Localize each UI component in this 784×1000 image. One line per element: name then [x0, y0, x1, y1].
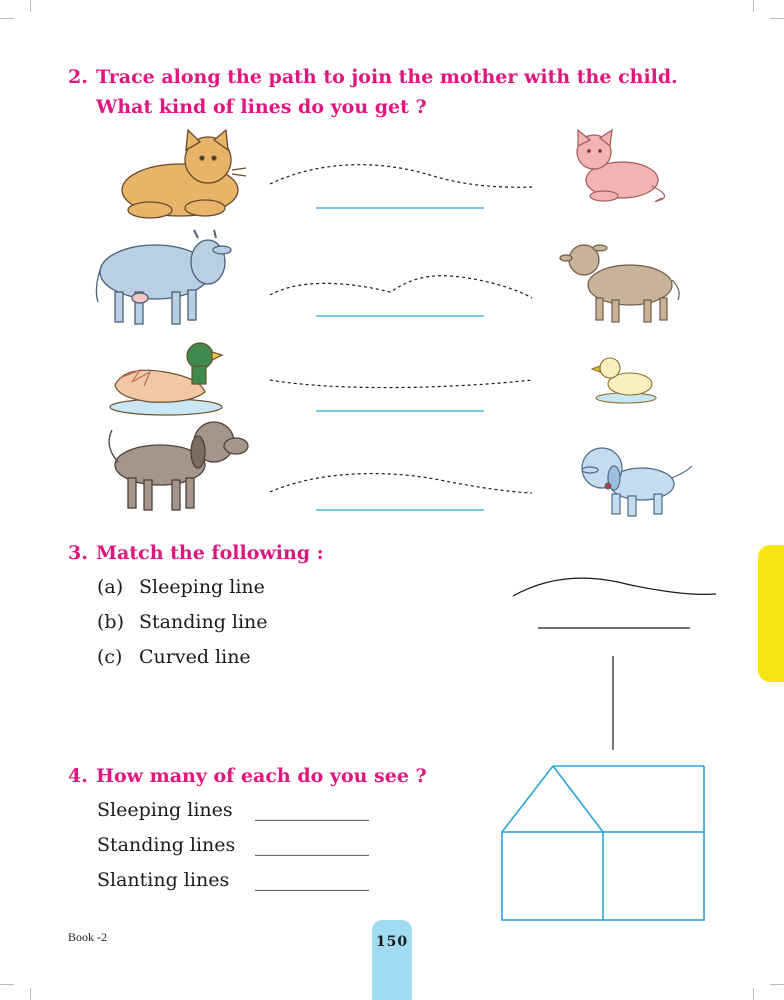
page-number: 150	[375, 934, 409, 950]
q3-title: Match the following :	[96, 542, 324, 564]
page-number-box	[372, 920, 412, 1000]
cow-icon	[96, 230, 231, 324]
trace-path[interactable]	[270, 165, 532, 188]
q3-heading	[68, 538, 468, 568]
q2-text: Trace along the path to join the mother with the child. What kind of lines do you get ?	[96, 66, 678, 118]
row-text: Slanting lines	[97, 869, 230, 891]
dog-icon	[109, 422, 248, 510]
q4-row	[97, 833, 369, 857]
cat-icon	[122, 130, 246, 218]
q3-item	[97, 575, 265, 599]
duckling-icon	[592, 358, 656, 403]
item-text: Sleeping line	[139, 576, 265, 598]
row-text: Sleeping lines	[97, 799, 233, 821]
trace-path[interactable]	[270, 276, 532, 298]
item-label: (b)	[97, 611, 124, 633]
curved-line-sample[interactable]	[513, 578, 716, 596]
q4-heading	[68, 761, 468, 791]
q3-number: 3.	[68, 542, 88, 564]
answer-blank[interactable]: ____________	[255, 834, 369, 856]
q4-number: 4.	[68, 765, 88, 787]
trace-path[interactable]	[270, 474, 532, 493]
book-label: Book -2	[68, 930, 107, 944]
item-text: Curved line	[139, 646, 251, 668]
q4-title: How many of each do you see ?	[96, 765, 427, 787]
item-text: Standing line	[139, 611, 268, 633]
item-label: (a)	[97, 576, 124, 598]
row-text: Standing lines	[97, 834, 236, 856]
q2-number: 2.	[68, 66, 88, 88]
duck-icon	[110, 343, 222, 415]
item-label: (c)	[97, 646, 123, 668]
house-figure	[502, 766, 704, 920]
answer-blank[interactable]: ____________	[255, 869, 369, 891]
q3-item	[97, 610, 268, 634]
puppy-icon	[582, 448, 692, 516]
chapter-tab	[758, 545, 784, 682]
q3-item	[97, 645, 251, 669]
answer-blank[interactable]: ____________	[255, 799, 369, 821]
calf-icon	[560, 245, 679, 322]
q4-row	[97, 798, 369, 822]
q4-row	[97, 868, 369, 892]
trace-path[interactable]	[270, 380, 532, 388]
kitten-icon	[577, 130, 665, 202]
